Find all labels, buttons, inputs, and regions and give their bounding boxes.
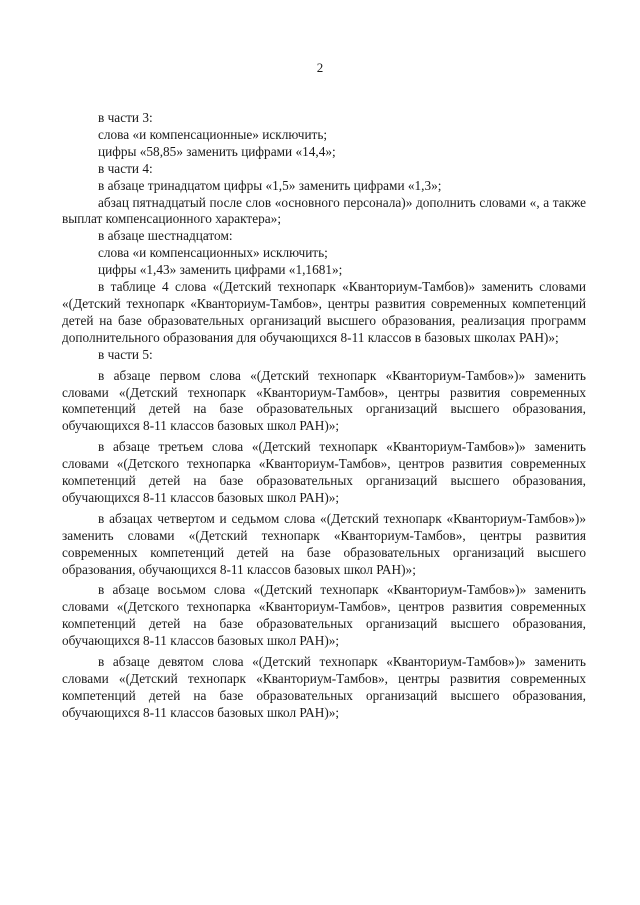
- paragraph: в части 4:: [98, 160, 153, 176]
- paragraph: в абзаце первом слова «(Детский технопарк «Кванториум-Тамбов»)» заменить словами «(Детский технопарк «Кванториум-Тамбов», центры развития современных компетенций детей на базе образовательных организаций высшего образования, обучающихся 8-11 классов базовых школ РАН)»;: [62, 367, 586, 434]
- paragraph: в абзаце третьем слова «(Детский технопарк «Кванториум-Тамбов»)» заменить словами «(Детского технопарка «Кванториум-Тамбов», центров развития современных компетенций детей на базе образовательных организаций высшего образования, обучающихся 8-11 классов базовых школ РАН)»;: [62, 439, 586, 505]
- paragraph: в абзаце восьмом слова «(Детский технопарк «Кванториум-Тамбов»)» заменить словами «(Детского технопарка «Кванториум-Тамбов», центров развития современных компетенций детей на базе образовательных организаций высшего образования, обучающихся 8-11 классов базовых школ РАН)»;: [62, 582, 586, 649]
- paragraph: в части 3:: [98, 110, 153, 125]
- paragraph: в абзаце шестнадцатом:: [98, 228, 233, 244]
- paragraph: цифры «1,43» заменить цифрами «1,1681»;: [98, 262, 343, 278]
- paragraph: в абзацах четвертом и седьмом слова «(Детский технопарк «Кванториум-Тамбов»)» заменить словами «(Детский технопарк «Кванториум-Тамбов», центры развития современных компетенций детей на базе образовательных организаций высшего образования, обучающихся 8-11 классов базовых школ РАН)»;: [62, 510, 586, 577]
- document-body: [62, 110, 586, 722]
- paragraph: слова «и компенсационных» исключить;: [98, 245, 328, 261]
- paragraph: в абзаце тринадцатом цифры «1,5» заменить цифрами «1,3»;: [98, 177, 442, 193]
- page-number: 2: [316, 60, 324, 75]
- paragraph: цифры «58,85» заменить цифрами «14,4»;: [98, 143, 336, 159]
- paragraph: в части 5:: [98, 346, 153, 362]
- paragraph: абзац пятнадцатый после слов «основного персонала)» дополнить словами «, а также выплат компенсационного характера»;: [62, 194, 586, 227]
- paragraph: в абзаце девятом слова «(Детский технопарк «Кванториум-Тамбов»)» заменить словами «(Детский технопарк «Кванториум-Тамбов», центры развития современных компетенций детей на базе образовательных организаций высшего образования, обучающихся 8-11 классов базовых школ РАН)»;: [62, 654, 586, 720]
- paragraph: в таблице 4 слова «(Детский технопарк «Кванториум-Тамбов)» заменить словами «(Детский технопарк «Кванториум-Тамбов», центры развития современных компетенций детей на базе образовательных организаций высшего образования, реализация программ дополнительного образования для обучающихся 8-11 классов в базовых школах РАН)»;: [62, 279, 586, 345]
- paragraph: слова «и компенсационные» исключить;: [98, 126, 328, 142]
